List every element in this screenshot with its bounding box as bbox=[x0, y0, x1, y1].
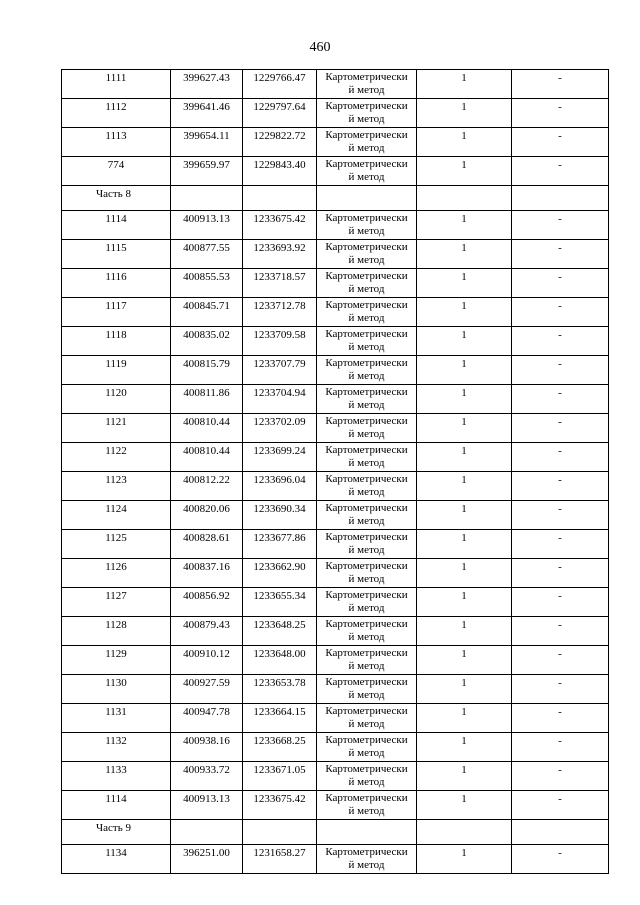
method-line-1: Картометрически bbox=[325, 71, 408, 83]
point-number-cell: 1128 bbox=[62, 617, 171, 646]
section-row bbox=[62, 186, 609, 211]
method-cell bbox=[317, 356, 417, 385]
method-line-2: й метод bbox=[348, 602, 385, 614]
description-cell: - bbox=[512, 588, 609, 617]
method-line-2: й метод bbox=[348, 689, 385, 701]
description-cell: - bbox=[512, 762, 609, 791]
precision-cell: 1 bbox=[417, 791, 512, 820]
point-number-cell: 1115 bbox=[62, 240, 171, 269]
method-line-1: Картометрически bbox=[325, 589, 408, 601]
method-line-2: й метод bbox=[348, 457, 385, 469]
method-line-2: й метод bbox=[348, 341, 385, 353]
method-line-1: Картометрически bbox=[325, 560, 408, 572]
y-coordinate-cell: 1229843.40 bbox=[243, 157, 317, 186]
description-cell: - bbox=[512, 414, 609, 443]
method-line-1: Картометрически bbox=[325, 618, 408, 630]
x-coordinate-cell: 400879.43 bbox=[171, 617, 243, 646]
y-coordinate-cell: 1233707.79 bbox=[243, 356, 317, 385]
method-line-2: й метод bbox=[348, 660, 385, 672]
method-line-1: Картометрически bbox=[325, 415, 408, 427]
method-line-2: й метод bbox=[348, 747, 385, 759]
method-line-2: й метод bbox=[348, 859, 385, 871]
method-line-1: Картометрически bbox=[325, 705, 408, 717]
precision-cell: 1 bbox=[417, 385, 512, 414]
empty-cell bbox=[512, 820, 609, 845]
precision-cell: 1 bbox=[417, 298, 512, 327]
point-number-cell: 1114 bbox=[62, 791, 171, 820]
precision-cell: 1 bbox=[417, 356, 512, 385]
method-cell bbox=[317, 845, 417, 874]
y-coordinate-cell: 1233690.34 bbox=[243, 501, 317, 530]
point-number-cell: 1129 bbox=[62, 646, 171, 675]
x-coordinate-cell: 400938.16 bbox=[171, 733, 243, 762]
y-coordinate-cell: 1231658.27 bbox=[243, 845, 317, 874]
method-line-1: Картометрически bbox=[325, 212, 408, 224]
description-cell: - bbox=[512, 443, 609, 472]
section-label: Часть 9 bbox=[62, 820, 171, 845]
x-coordinate-cell: 400947.78 bbox=[171, 704, 243, 733]
method-line-2: й метод bbox=[348, 254, 385, 266]
y-coordinate-cell: 1233662.90 bbox=[243, 559, 317, 588]
table-row bbox=[62, 385, 609, 414]
y-coordinate-cell: 1233704.94 bbox=[243, 385, 317, 414]
precision-cell: 1 bbox=[417, 211, 512, 240]
description-cell: - bbox=[512, 327, 609, 356]
table-row bbox=[62, 501, 609, 530]
precision-cell: 1 bbox=[417, 646, 512, 675]
method-line-2: й метод bbox=[348, 428, 385, 440]
method-line-2: й метод bbox=[348, 805, 385, 817]
point-number-cell: 1119 bbox=[62, 356, 171, 385]
y-coordinate-cell: 1233693.92 bbox=[243, 240, 317, 269]
method-line-2: й метод bbox=[348, 171, 385, 183]
coordinates-table-body bbox=[62, 70, 609, 874]
x-coordinate-cell: 400877.55 bbox=[171, 240, 243, 269]
point-number-cell: 1118 bbox=[62, 327, 171, 356]
point-number-cell: 774 bbox=[62, 157, 171, 186]
method-line-2: й метод bbox=[348, 84, 385, 96]
method-cell bbox=[317, 646, 417, 675]
point-number-cell: 1117 bbox=[62, 298, 171, 327]
method-cell bbox=[317, 472, 417, 501]
point-number-cell: 1127 bbox=[62, 588, 171, 617]
table-row bbox=[62, 791, 609, 820]
x-coordinate-cell: 400815.79 bbox=[171, 356, 243, 385]
section-row bbox=[62, 820, 609, 845]
method-line-2: й метод bbox=[348, 283, 385, 295]
description-cell: - bbox=[512, 646, 609, 675]
method-line-2: й метод bbox=[348, 544, 385, 556]
method-cell bbox=[317, 128, 417, 157]
method-line-1: Картометрически bbox=[325, 100, 408, 112]
method-line-1: Картометрически bbox=[325, 647, 408, 659]
table-row bbox=[62, 269, 609, 298]
section-label: Часть 8 bbox=[62, 186, 171, 211]
method-cell bbox=[317, 530, 417, 559]
table-row bbox=[62, 99, 609, 128]
x-coordinate-cell: 396251.00 bbox=[171, 845, 243, 874]
precision-cell: 1 bbox=[417, 414, 512, 443]
method-line-1: Картометрически bbox=[325, 299, 408, 311]
description-cell: - bbox=[512, 70, 609, 99]
table-row bbox=[62, 617, 609, 646]
x-coordinate-cell: 400913.13 bbox=[171, 211, 243, 240]
description-cell: - bbox=[512, 298, 609, 327]
method-line-2: й метод bbox=[348, 113, 385, 125]
y-coordinate-cell: 1233702.09 bbox=[243, 414, 317, 443]
method-cell bbox=[317, 791, 417, 820]
method-line-2: й метод bbox=[348, 312, 385, 324]
method-line-1: Картометрически bbox=[325, 531, 408, 543]
description-cell: - bbox=[512, 99, 609, 128]
description-cell: - bbox=[512, 675, 609, 704]
y-coordinate-cell: 1233668.25 bbox=[243, 733, 317, 762]
y-coordinate-cell: 1229797.64 bbox=[243, 99, 317, 128]
method-line-2: й метод bbox=[348, 486, 385, 498]
method-line-2: й метод bbox=[348, 631, 385, 643]
point-number-cell: 1134 bbox=[62, 845, 171, 874]
point-number-cell: 1111 bbox=[62, 70, 171, 99]
table-row bbox=[62, 845, 609, 874]
y-coordinate-cell: 1229822.72 bbox=[243, 128, 317, 157]
point-number-cell: 1124 bbox=[62, 501, 171, 530]
x-coordinate-cell: 400927.59 bbox=[171, 675, 243, 704]
point-number-cell: 1125 bbox=[62, 530, 171, 559]
y-coordinate-cell: 1233709.58 bbox=[243, 327, 317, 356]
description-cell: - bbox=[512, 704, 609, 733]
method-cell bbox=[317, 675, 417, 704]
table-row bbox=[62, 646, 609, 675]
table-row bbox=[62, 443, 609, 472]
y-coordinate-cell: 1233696.04 bbox=[243, 472, 317, 501]
point-number-cell: 1131 bbox=[62, 704, 171, 733]
point-number-cell: 1112 bbox=[62, 99, 171, 128]
description-cell: - bbox=[512, 128, 609, 157]
method-line-2: й метод bbox=[348, 142, 385, 154]
x-coordinate-cell: 400820.06 bbox=[171, 501, 243, 530]
description-cell: - bbox=[512, 385, 609, 414]
description-cell: - bbox=[512, 157, 609, 186]
precision-cell: 1 bbox=[417, 501, 512, 530]
point-number-cell: 1121 bbox=[62, 414, 171, 443]
table-row bbox=[62, 298, 609, 327]
precision-cell: 1 bbox=[417, 704, 512, 733]
y-coordinate-cell: 1233675.42 bbox=[243, 211, 317, 240]
table-row bbox=[62, 588, 609, 617]
x-coordinate-cell: 399641.46 bbox=[171, 99, 243, 128]
method-cell bbox=[317, 704, 417, 733]
method-cell bbox=[317, 70, 417, 99]
y-coordinate-cell: 1233675.42 bbox=[243, 791, 317, 820]
x-coordinate-cell: 400810.44 bbox=[171, 414, 243, 443]
description-cell: - bbox=[512, 559, 609, 588]
precision-cell: 1 bbox=[417, 70, 512, 99]
method-line-2: й метод bbox=[348, 515, 385, 527]
method-line-1: Картометрически bbox=[325, 734, 408, 746]
x-coordinate-cell: 400811.86 bbox=[171, 385, 243, 414]
table-row bbox=[62, 70, 609, 99]
method-cell bbox=[317, 240, 417, 269]
x-coordinate-cell: 400828.61 bbox=[171, 530, 243, 559]
point-number-cell: 1123 bbox=[62, 472, 171, 501]
empty-cell bbox=[512, 186, 609, 211]
precision-cell: 1 bbox=[417, 240, 512, 269]
x-coordinate-cell: 400910.12 bbox=[171, 646, 243, 675]
method-cell bbox=[317, 298, 417, 327]
empty-cell bbox=[317, 820, 417, 845]
method-line-2: й метод bbox=[348, 776, 385, 788]
table-row bbox=[62, 327, 609, 356]
x-coordinate-cell: 400812.22 bbox=[171, 472, 243, 501]
method-line-1: Картометрически bbox=[325, 328, 408, 340]
method-cell bbox=[317, 501, 417, 530]
precision-cell: 1 bbox=[417, 99, 512, 128]
empty-cell bbox=[243, 820, 317, 845]
x-coordinate-cell: 399627.43 bbox=[171, 70, 243, 99]
precision-cell: 1 bbox=[417, 617, 512, 646]
method-cell bbox=[317, 443, 417, 472]
y-coordinate-cell: 1233655.34 bbox=[243, 588, 317, 617]
y-coordinate-cell: 1233648.25 bbox=[243, 617, 317, 646]
method-cell bbox=[317, 588, 417, 617]
method-line-1: Картометрически bbox=[325, 241, 408, 253]
point-number-cell: 1126 bbox=[62, 559, 171, 588]
method-line-2: й метод bbox=[348, 718, 385, 730]
method-cell bbox=[317, 157, 417, 186]
method-cell bbox=[317, 559, 417, 588]
table-row bbox=[62, 559, 609, 588]
method-line-1: Картометрически bbox=[325, 502, 408, 514]
precision-cell: 1 bbox=[417, 733, 512, 762]
point-number-cell: 1130 bbox=[62, 675, 171, 704]
table-row bbox=[62, 157, 609, 186]
empty-cell bbox=[317, 186, 417, 211]
x-coordinate-cell: 400837.16 bbox=[171, 559, 243, 588]
method-cell bbox=[317, 99, 417, 128]
x-coordinate-cell: 400855.53 bbox=[171, 269, 243, 298]
point-number-cell: 1120 bbox=[62, 385, 171, 414]
method-line-1: Картометрически bbox=[325, 129, 408, 141]
precision-cell: 1 bbox=[417, 762, 512, 791]
description-cell: - bbox=[512, 791, 609, 820]
point-number-cell: 1133 bbox=[62, 762, 171, 791]
method-cell bbox=[317, 269, 417, 298]
table-row bbox=[62, 240, 609, 269]
method-line-1: Картометрически bbox=[325, 676, 408, 688]
empty-cell bbox=[171, 820, 243, 845]
precision-cell: 1 bbox=[417, 472, 512, 501]
table-row bbox=[62, 762, 609, 791]
method-line-2: й метод bbox=[348, 573, 385, 585]
x-coordinate-cell: 400845.71 bbox=[171, 298, 243, 327]
precision-cell: 1 bbox=[417, 675, 512, 704]
description-cell: - bbox=[512, 211, 609, 240]
y-coordinate-cell: 1229766.47 bbox=[243, 70, 317, 99]
x-coordinate-cell: 400810.44 bbox=[171, 443, 243, 472]
point-number-cell: 1114 bbox=[62, 211, 171, 240]
method-line-2: й метод bbox=[348, 370, 385, 382]
method-line-1: Картометрически bbox=[325, 792, 408, 804]
precision-cell: 1 bbox=[417, 559, 512, 588]
table-row bbox=[62, 211, 609, 240]
method-cell bbox=[317, 211, 417, 240]
coordinates-table bbox=[61, 69, 609, 874]
method-line-1: Картометрически bbox=[325, 846, 408, 858]
method-line-1: Картометрически bbox=[325, 357, 408, 369]
description-cell: - bbox=[512, 733, 609, 762]
table-row bbox=[62, 128, 609, 157]
precision-cell: 1 bbox=[417, 588, 512, 617]
method-line-1: Картометрически bbox=[325, 386, 408, 398]
empty-cell bbox=[417, 820, 512, 845]
precision-cell: 1 bbox=[417, 269, 512, 298]
y-coordinate-cell: 1233648.00 bbox=[243, 646, 317, 675]
method-line-1: Картометрически bbox=[325, 158, 408, 170]
y-coordinate-cell: 1233671.05 bbox=[243, 762, 317, 791]
table-row bbox=[62, 530, 609, 559]
precision-cell: 1 bbox=[417, 157, 512, 186]
precision-cell: 1 bbox=[417, 530, 512, 559]
x-coordinate-cell: 400933.72 bbox=[171, 762, 243, 791]
precision-cell: 1 bbox=[417, 845, 512, 874]
point-number-cell: 1113 bbox=[62, 128, 171, 157]
x-coordinate-cell: 399659.97 bbox=[171, 157, 243, 186]
table-row bbox=[62, 733, 609, 762]
y-coordinate-cell: 1233664.15 bbox=[243, 704, 317, 733]
precision-cell: 1 bbox=[417, 327, 512, 356]
method-cell bbox=[317, 327, 417, 356]
x-coordinate-cell: 400835.02 bbox=[171, 327, 243, 356]
description-cell: - bbox=[512, 269, 609, 298]
point-number-cell: 1116 bbox=[62, 269, 171, 298]
x-coordinate-cell: 400913.13 bbox=[171, 791, 243, 820]
method-line-1: Картометрически bbox=[325, 444, 408, 456]
empty-cell bbox=[171, 186, 243, 211]
empty-cell bbox=[243, 186, 317, 211]
description-cell: - bbox=[512, 240, 609, 269]
method-cell bbox=[317, 617, 417, 646]
description-cell: - bbox=[512, 617, 609, 646]
table-row bbox=[62, 414, 609, 443]
empty-cell bbox=[417, 186, 512, 211]
point-number-cell: 1122 bbox=[62, 443, 171, 472]
x-coordinate-cell: 399654.11 bbox=[171, 128, 243, 157]
page-number: 460 bbox=[309, 40, 331, 55]
method-line-1: Картометрически bbox=[325, 763, 408, 775]
method-cell bbox=[317, 733, 417, 762]
method-line-2: й метод bbox=[348, 399, 385, 411]
precision-cell: 1 bbox=[417, 128, 512, 157]
table-row bbox=[62, 472, 609, 501]
description-cell: - bbox=[512, 356, 609, 385]
method-line-2: й метод bbox=[348, 225, 385, 237]
description-cell: - bbox=[512, 472, 609, 501]
method-cell bbox=[317, 385, 417, 414]
method-line-1: Картометрически bbox=[325, 270, 408, 282]
y-coordinate-cell: 1233653.78 bbox=[243, 675, 317, 704]
description-cell: - bbox=[512, 530, 609, 559]
description-cell: - bbox=[512, 501, 609, 530]
y-coordinate-cell: 1233677.86 bbox=[243, 530, 317, 559]
y-coordinate-cell: 1233712.78 bbox=[243, 298, 317, 327]
y-coordinate-cell: 1233699.24 bbox=[243, 443, 317, 472]
method-cell bbox=[317, 414, 417, 443]
table-row bbox=[62, 356, 609, 385]
point-number-cell: 1132 bbox=[62, 733, 171, 762]
table-row bbox=[62, 704, 609, 733]
table-row bbox=[62, 675, 609, 704]
method-line-1: Картометрически bbox=[325, 473, 408, 485]
method-cell bbox=[317, 762, 417, 791]
description-cell: - bbox=[512, 845, 609, 874]
x-coordinate-cell: 400856.92 bbox=[171, 588, 243, 617]
y-coordinate-cell: 1233718.57 bbox=[243, 269, 317, 298]
precision-cell: 1 bbox=[417, 443, 512, 472]
